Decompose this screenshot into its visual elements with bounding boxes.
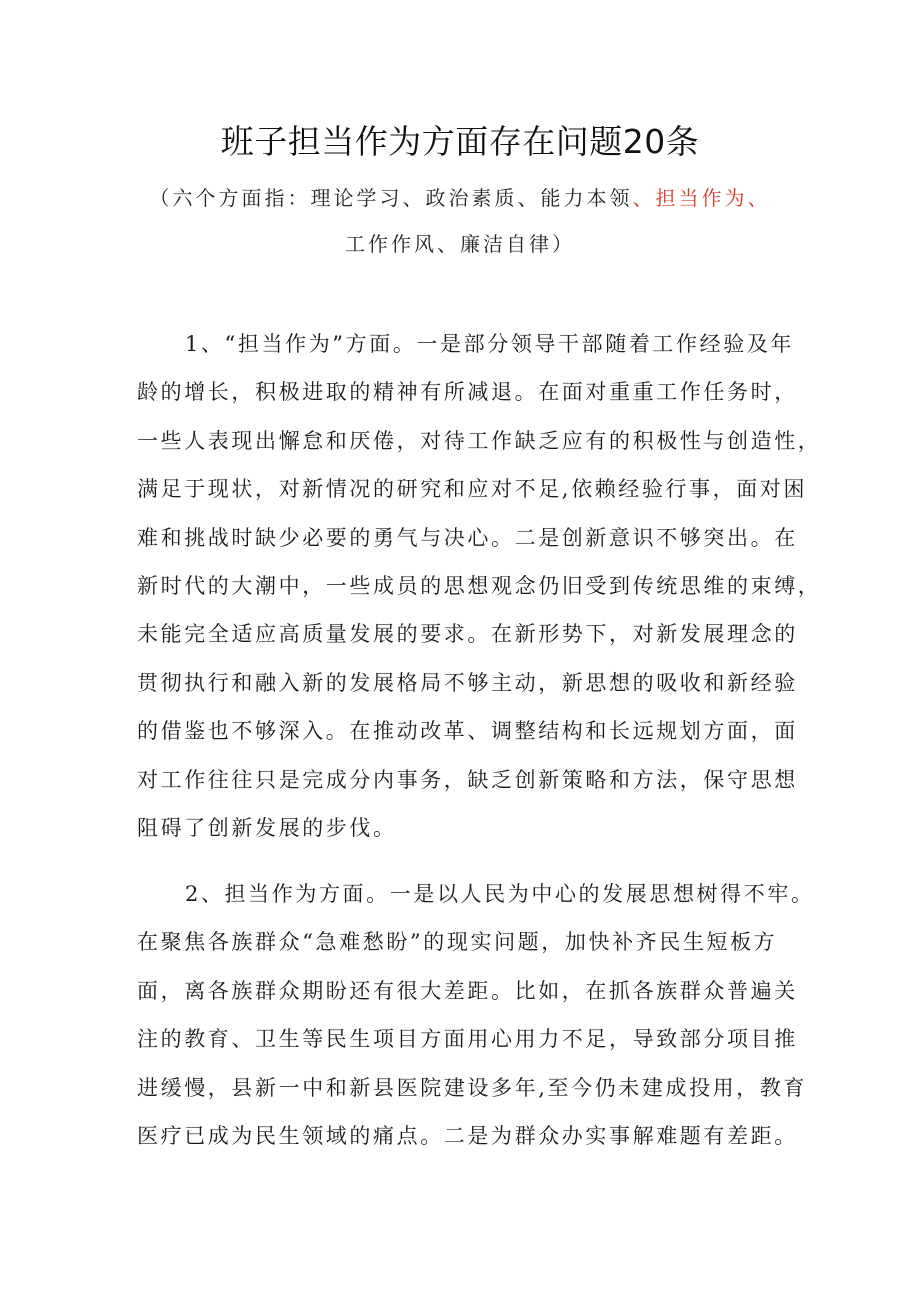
paragraph-line: 新时代的大潮中，一些成员的思想观念仍旧受到传统思维的束缚， bbox=[137, 573, 822, 598]
paragraph-line: 注的教育、卫生等民生项目方面用心用力不足，导致部分项目推 bbox=[137, 1027, 798, 1052]
paragraph-line: 阻碍了创新发展的步伐。 bbox=[137, 815, 397, 840]
paragraph-line: 对工作往往只是完成分内事务，缺乏创新策略和方法，保守思想 bbox=[137, 767, 798, 792]
paragraph-line: 贯彻执行和融入新的发展格局不够主动，新思想的吸收和新经验 bbox=[137, 670, 798, 695]
paragraph-line: 满足于现状，对新情况的研究和应对不足,依赖经验行事，面对困 bbox=[137, 477, 808, 502]
paragraph-line: 1、“担当作为”方面。一是部分领导干部随着工作经验及年 bbox=[185, 332, 795, 356]
paragraph-line: 面，离各族群众期盼还有很大差距。比如，在抓各族群众普遍关 bbox=[137, 978, 798, 1003]
paragraph-line: 的借鉴也不够深入。在推动改革、调整结构和长远规划方面，面 bbox=[137, 719, 798, 744]
paragraph-line: 医疗已成为民生领域的痛点。二是为群众办实事解难题有差距。 bbox=[137, 1123, 798, 1148]
paragraph-1 bbox=[137, 328, 822, 860]
subtitle-line-1 bbox=[0, 183, 920, 213]
paragraph-line: 在聚焦各族群众“急难愁盼”的现实问题，加快补齐民生短板方 bbox=[137, 930, 778, 955]
subtitle-line-2: 工作作风、廉洁自律） bbox=[345, 232, 575, 256]
subtitle-highlight: 、担当作为、 bbox=[632, 186, 771, 210]
paragraph-line: 未能完全适应高质量发展的要求。在新形势下，对新发展理念的 bbox=[137, 622, 798, 647]
subtitle-line-1-text: （六个方面指：理论学习、政治素质、能力本领 bbox=[149, 186, 633, 210]
paragraph-line: 进缓慢，县新一中和新县医院建设多年,至今仍未建成投用，教育 bbox=[137, 1075, 808, 1100]
paragraph-line: 龄的增长，积极进取的精神有所减退。在面对重重工作任务时， bbox=[137, 380, 798, 405]
paragraph-line: 难和挑战时缺少必要的勇气与决心。二是创新意识不够突出。在 bbox=[137, 525, 798, 550]
paragraph-line: 一些人表现出懈怠和厌倦，对待工作缺乏应有的积极性与创造性， bbox=[137, 428, 822, 453]
paragraph-2 bbox=[137, 878, 815, 1168]
paragraph-line: 2、担当作为方面。一是以人民为中心的发展思想树得不牢。 bbox=[185, 882, 815, 906]
document-title: 班子担当作为方面存在问题20条 bbox=[220, 122, 700, 161]
